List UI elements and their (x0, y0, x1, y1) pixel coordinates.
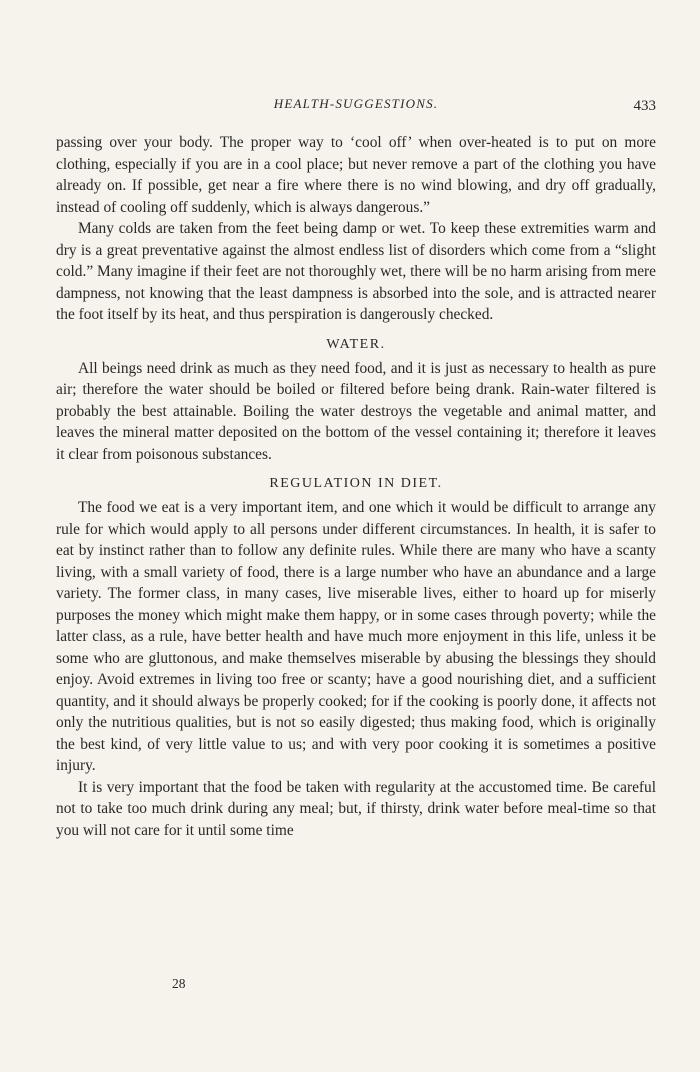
paragraph-water: All beings need drink as much as they need food, and it is just as necessary to health as pure air; therefore the water should be boiled or filtered before being drank. Rain-water filtered is probably the best attainable. Boiling the water destroys the vegetable and animal matter, and leaves the mineral matter deposited on the bottom of the vessel containing it; therefore it leaves it clear from poisonous substances. (56, 359, 656, 463)
section-heading-diet: REGULATION IN DIET. (269, 476, 443, 491)
paragraph-regularity: It is very important that the food be taken with regularity at the accustomed time. Be careful not to take too much drink during any meal; but, if thirsty, drink water before meal-time so that you will not care for it until some time (56, 778, 656, 839)
running-head (56, 96, 656, 118)
paragraph-continued: passing over your body. The proper way to ‘cool off’ when over-heated is to put on more clothing, especially if you are in a cool place; but never remove a part of the clothing you have already on. If possible, get near a fire where there is no wind blowing, and dry off gradually, instead of cooling off suddenly, which is always dangerous.” (56, 134, 656, 216)
page-body (56, 132, 656, 841)
page-number: 433 (633, 98, 656, 114)
paragraph-colds: Many colds are taken from the feet being damp or wet. To keep these extremities warm and dry is a great preventative against the almost endless list of disorders which come from a “slight cold.” Many imagine if their feet are not thoroughly wet, there will be no harm arising from mere dampness, not knowing that the least dampness is absorbed into the sole, and is attracted nearer the foot itself by its heat, and thus perspiration is dangerously checked. (56, 220, 656, 323)
section-heading-water: WATER. (326, 336, 386, 352)
paragraph-diet: The food we eat is a very important item, and one which it would be difficult to arrange any rule for which would apply to all persons under different circumstances. In health, it is safer to eat by instinct rather than to follow any definite rules. While there are many who have a scanty living, with a small variety of food, there is a large number who have an abundance and a large variety. The former class, in many cases, live miserable lives, either to hoard up for miserly purposes the money which might make them happy, or in some cases through poverty; while the latter class, as a rule, have better health and have much more enjoyment in this life, unless it be some who are gluttonous, and make themselves miserable by abusing the blessings they should enjoy. Avoid extremes in living too free or scanty; have a good nourishing diet, and a sufficient quantity, and it should always be properly cooked; for if the cooking is poorly done, it affects not only the nutritious qualities, but is not so easily digested; thus making food, which is originally the best kind, of very little value to us; and with very poor cooking it is sometimes a positive injury. (56, 499, 656, 774)
running-title: HEALTH-SUGGESTIONS. (273, 96, 439, 111)
signature-mark: 28 (172, 976, 186, 991)
